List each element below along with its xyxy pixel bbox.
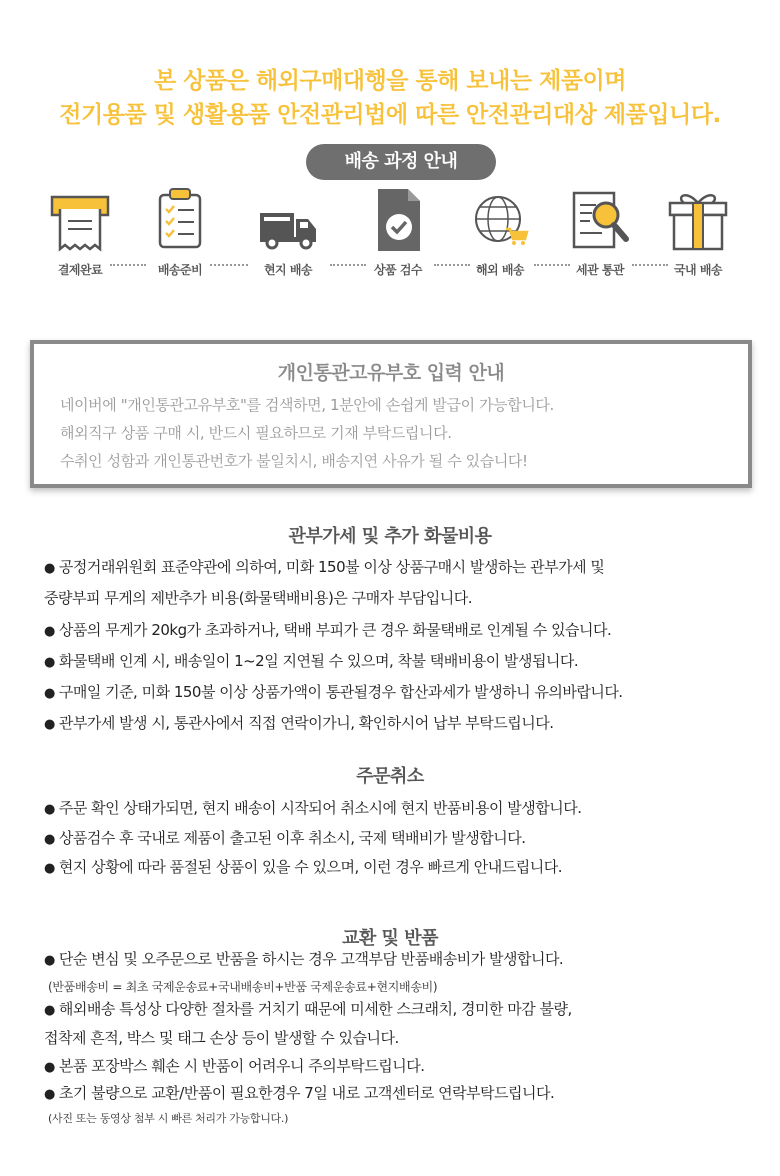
step-connector bbox=[330, 264, 366, 266]
bullet: ● bbox=[44, 861, 55, 876]
step-customs-clearance bbox=[558, 185, 642, 278]
step-connector bbox=[110, 264, 146, 266]
step-connector bbox=[210, 264, 248, 266]
list-item bbox=[44, 998, 764, 1019]
list-item bbox=[44, 556, 764, 577]
step-label: 결제완료 bbox=[57, 263, 103, 277]
bullet: ● bbox=[44, 561, 55, 576]
section-title-returns: 교환 및 반품 bbox=[342, 928, 438, 949]
bullet: ● bbox=[44, 686, 55, 701]
list-item-text: 구매일 기준, 미화 150불 이상 상품가액이 통관될경우 합산과세가 발생하니 유의바랍니다. bbox=[58, 683, 623, 701]
headline-line-1: 본 상품은 해외구매대행을 통해 보내는 제품이며 bbox=[154, 68, 626, 94]
section-title-cancel: 주문취소 bbox=[356, 766, 424, 787]
step-label: 국내 배송 bbox=[673, 263, 723, 277]
list-item bbox=[44, 856, 764, 877]
bullet: ● bbox=[44, 802, 55, 817]
list-item-text: 단순 변심 및 오주문으로 반품을 하시는 경우 고객부담 반품배송비가 발생합니다. bbox=[58, 950, 564, 968]
section-title-duties: 관부가세 및 추가 화물비용 bbox=[288, 526, 492, 547]
bullet: ● bbox=[44, 655, 55, 670]
bullet: ● bbox=[44, 953, 55, 968]
notice-line: 수취인 성함과 개인통관번호가 불일치시, 배송지연 사유가 될 수 있습니다! bbox=[60, 452, 528, 470]
photo-video-note: (사진 또는 동영상 첨부 시 빠른 처리가 가능합니다.) bbox=[48, 1112, 289, 1125]
shipping-process-steps bbox=[0, 185, 780, 285]
gift-box-icon bbox=[666, 185, 730, 255]
globe-cart-icon bbox=[468, 185, 532, 255]
shipping-process-title: 배송 과정 안내 bbox=[306, 144, 496, 180]
step-label: 상품 검수 bbox=[373, 263, 423, 277]
document-check-icon bbox=[366, 185, 430, 255]
list-item-text: 화물택배 인계 시, 배송일이 1~2일 지연될 수 있으며, 착불 택배비용이 발생됩니다. bbox=[58, 652, 579, 670]
bullet: ● bbox=[44, 832, 55, 847]
step-connector bbox=[534, 264, 570, 266]
list-item bbox=[44, 681, 764, 702]
step-inspection bbox=[356, 185, 440, 278]
list-item-text: 상품검수 후 국내로 제품이 출고된 이후 취소시, 국제 택배비가 발생합니다. bbox=[58, 829, 526, 847]
bullet: ● bbox=[44, 624, 55, 639]
notice-line: 네이버에 "개인통관고유부호"를 검색하면, 1분안에 손쉽게 발급이 가능합니다. bbox=[60, 396, 554, 414]
step-local-delivery bbox=[246, 185, 330, 278]
notice-title: 개인통관고유부호 입력 안내 bbox=[277, 362, 505, 384]
bullet: ● bbox=[44, 1060, 55, 1075]
list-item-text: 본품 포장박스 훼손 시 반품이 어려우니 주의부탁드립니다. bbox=[58, 1057, 425, 1075]
step-label: 현지 배송 bbox=[263, 263, 313, 277]
list-item bbox=[44, 797, 764, 818]
return-fee-formula: (반품배송비 = 최초 국제운송료+국내배송비+반품 국제운송료+현지배송비) bbox=[48, 980, 438, 994]
list-item-continuation: 접착제 흔적, 박스 및 태그 손상 등이 발생할 수 있습니다. bbox=[44, 1029, 399, 1047]
truck-icon bbox=[256, 185, 320, 255]
list-item bbox=[44, 1055, 764, 1076]
step-label: 세관 통관 bbox=[575, 263, 625, 277]
clipboard-checklist-icon bbox=[148, 185, 212, 255]
list-item bbox=[44, 948, 764, 969]
list-item bbox=[44, 619, 764, 640]
list-item-text: 주문 확인 상태가되면, 현지 배송이 시작되어 취소시에 현지 반품비용이 발생합니다. bbox=[58, 799, 582, 817]
list-item bbox=[44, 1082, 764, 1103]
step-domestic-delivery bbox=[656, 185, 740, 278]
bullet: ● bbox=[44, 717, 55, 732]
list-item bbox=[44, 712, 764, 733]
receipt-icon bbox=[48, 185, 112, 255]
notice-line: 해외직구 상품 구매 시, 반드시 필요하므로 기재 부탁드립니다. bbox=[60, 424, 452, 442]
list-item bbox=[44, 827, 764, 848]
list-item-continuation: 중량부피 무게의 제반추가 비용(화물택배비용)은 구매자 부담입니다. bbox=[44, 589, 473, 607]
list-item-text: 상품의 무게가 20kg가 초과하거나, 택배 부피가 큰 경우 화물택배로 인계될 수 있습니다. bbox=[58, 621, 612, 639]
list-item-text: 초기 불량으로 교환/반품이 필요한경우 7일 내로 고객센터로 연락부탁드립니다. bbox=[58, 1084, 555, 1102]
bullet: ● bbox=[44, 1087, 55, 1102]
headline-line-2: 전기용품 및 생활용품 안전관리법에 따른 안전관리대상 제품입니다. bbox=[59, 102, 721, 128]
bullet: ● bbox=[44, 1003, 55, 1018]
step-label: 배송준비 bbox=[157, 263, 203, 277]
list-item-text: 관부가세 발생 시, 통관사에서 직접 연락이가니, 확인하시어 납부 부탁드립니다. bbox=[58, 714, 554, 732]
list-item-text: 해외배송 특성상 다양한 절차를 거치기 때문에 미세한 스크래치, 경미한 마감 불량, bbox=[58, 1000, 572, 1018]
list-item bbox=[44, 650, 764, 671]
step-international-shipping bbox=[458, 185, 542, 278]
list-item-text: 현지 상황에 따라 품절된 상품이 있을 수 있으며, 이런 경우 빠르게 안내드립니다. bbox=[58, 858, 563, 876]
step-label: 해외 배송 bbox=[475, 263, 525, 277]
customs-code-notice-box bbox=[30, 340, 752, 488]
step-connector bbox=[434, 264, 470, 266]
list-item-text: 공정거래위원회 표준약관에 의하여, 미화 150불 이상 상품구매시 발생하는 관부가세 및 bbox=[58, 558, 605, 576]
document-magnifier-icon bbox=[568, 185, 632, 255]
step-connector bbox=[632, 264, 668, 266]
